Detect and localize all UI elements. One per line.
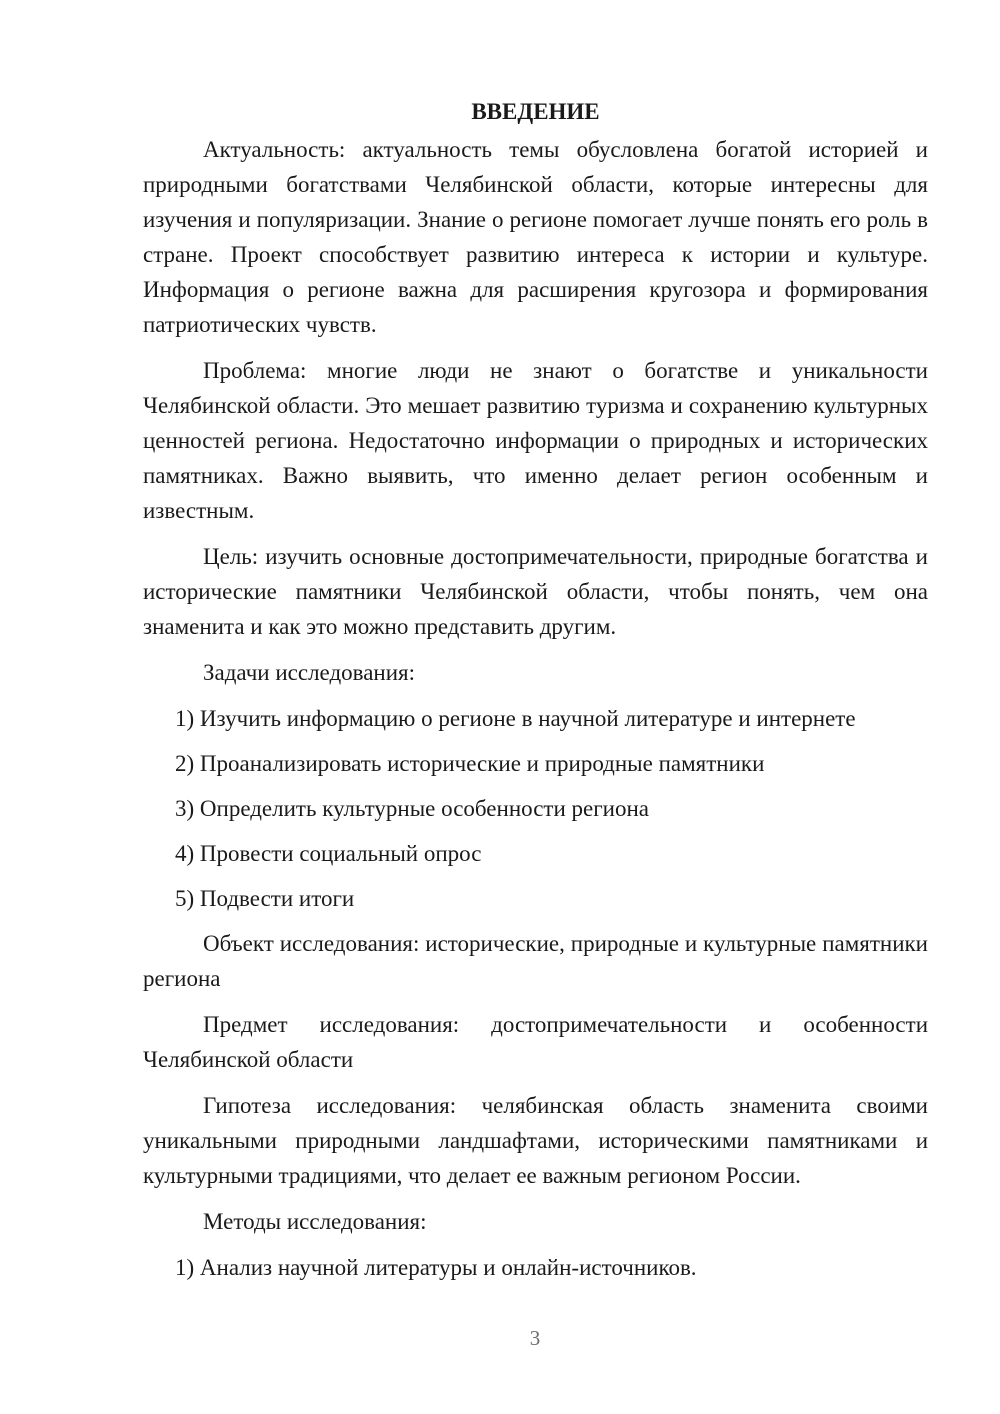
hypothesis-paragraph: Гипотеза исследования: челябинская область знаменита своими уникальными природными ландшафтами, историческими памятниками и культурными традициями, что делает ее важным регионом России. — [143, 1093, 928, 1188]
list-item: 4) Провести социальный опрос — [175, 841, 482, 866]
subject-paragraph: Предмет исследования: достопримечательности и особенности Челябинской области — [143, 1012, 928, 1072]
list-item: 5) Подвести итоги — [175, 886, 355, 911]
document-body — [143, 94, 928, 1295]
methods-list — [143, 1250, 928, 1285]
list-item: 1) Изучить информацию о регионе в научной литературе и интернете — [175, 706, 856, 731]
object-paragraph: Объект исследования: исторические, природные и культурные памятники региона — [143, 931, 928, 991]
methods-title: Методы исследования: — [203, 1209, 427, 1234]
list-item: 3) Определить культурные особенности региона — [175, 796, 649, 821]
relevance-paragraph: Актуальность: актуальность темы обусловлена богатой историей и природными богатствами Челябинской области, которые интересны для изучения и популяризации. Знание о регионе помогает лучше понять его роль в стране. Проект способствует развитию интереса к истории и культуре. Информация о регионе важна для расширения кругозора и формирования патриотических чувств. — [143, 137, 928, 337]
page-number: 3 — [529, 1326, 541, 1350]
section-heading: ВВЕДЕНИЕ — [471, 99, 600, 124]
goal-paragraph: Цель: изучить основные достопримечательности, природные богатства и исторические памятники Челябинской области, чтобы понять, чем она знаменита и как это можно представить другим. — [143, 544, 928, 639]
list-item: 1) Анализ научной литературы и онлайн-источников. — [175, 1255, 697, 1280]
problem-paragraph: Проблема: многие люди не знают о богатстве и уникальности Челябинской области. Это мешает развитию туризма и сохранению культурных ценностей региона. Недостаточно информации о природных и исторических памятниках. Важно выявить, что именно делает регион особенным и известным. — [143, 358, 928, 523]
tasks-list — [143, 701, 928, 916]
list-item: 2) Проанализировать исторические и природные памятники — [175, 751, 765, 776]
tasks-title: Задачи исследования: — [203, 660, 416, 685]
